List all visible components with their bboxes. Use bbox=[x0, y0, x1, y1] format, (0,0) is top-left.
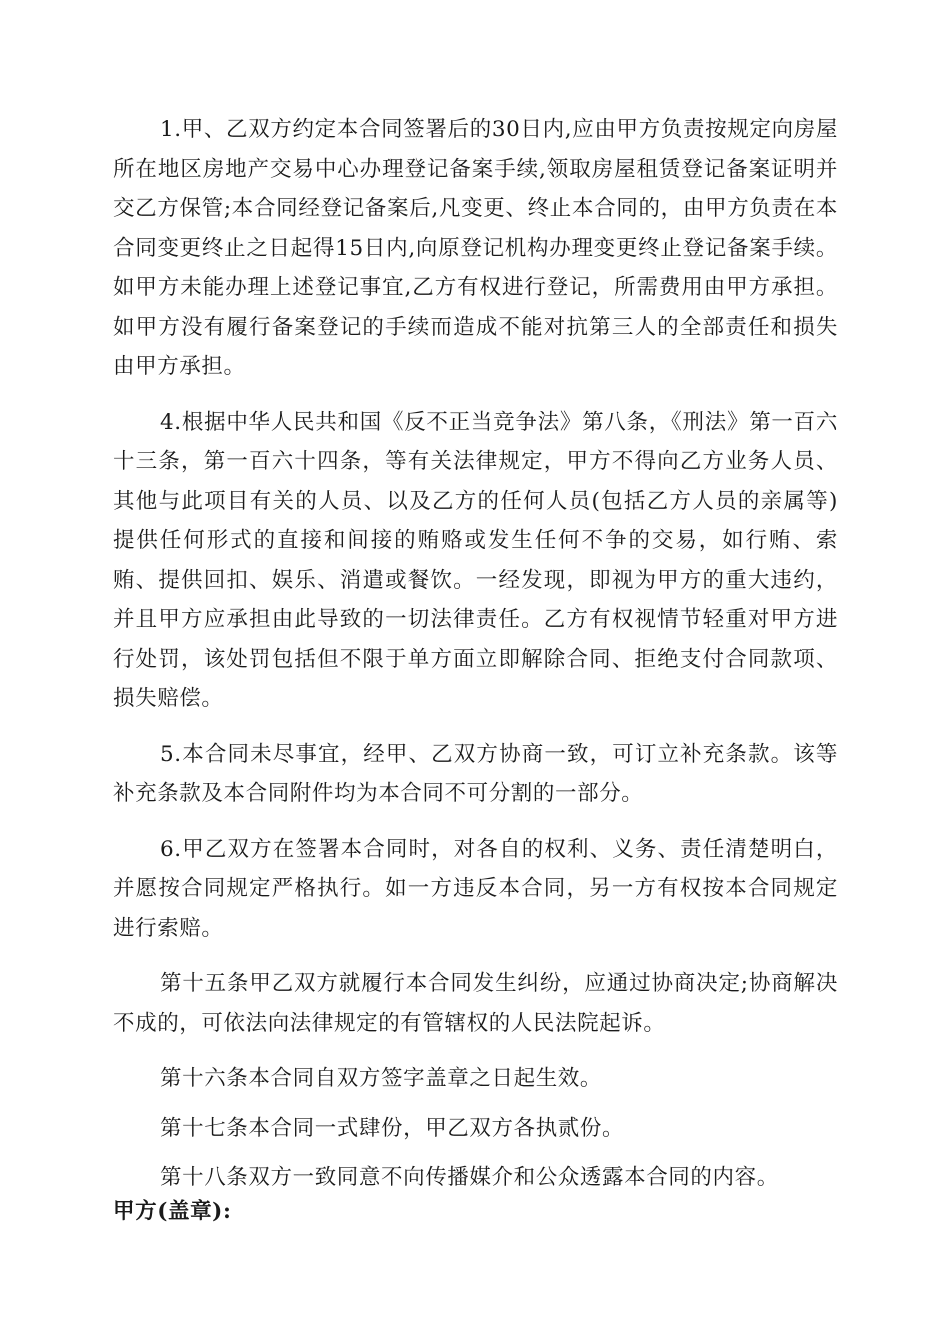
article-16-effective: 第十六条本合同自双方签字盖章之日起生效。 bbox=[160, 1066, 603, 1091]
article-17-copies: 第十七条本合同一式肆份，甲乙双方各执贰份。 bbox=[160, 1115, 625, 1141]
clause-anti-bribery: 4.根据中华人民共和国《反不正当竞争法》第八条，《刑法》第一百六十三条，第一百六十四条，等有关法律规定，甲方不得向乙方业务人员、其他与此项目有关的人员、以及乙方的任何人员(包括乙方人员的亲属等)提供任何形式的直接和间接的贿赂或发生任何不争的交易，如行贿、索贿、提供回扣、娱乐、消遣或餐饮。一经发现，即视为甲方的重大违约，并且甲方应承担由此导致的一切法律责任。乙方有权视情节轻重对甲方进行处罚，该处罚包括但不限于单方面立即解除合同、拒绝支付合同款项、损失赔偿。 bbox=[113, 409, 838, 711]
clause-registration: 1.甲、乙双方约定本合同签署后的30日内,应由甲方负责按规定向房屋所在地区房地产交易中心办理登记备案手续,领取房屋租赁登记备案证明并交乙方保管;本合同经登记备案后,凡变更、终止本合同的，由甲方负责在本合同变更终止之日起得15日内,向原登记机构办理变更终止登记备案手续。如甲方未能办理上述登记事宜,乙方有权进行登记，所需费用由甲方承担。如甲方没有履行备案登记的手续而造成不能对抗第三人的全部责任和损失由甲方承担。 bbox=[113, 117, 838, 379]
article-18-confidentiality: 第十八条双方一致同意不向传播媒介和公众透露本合同的内容。 bbox=[160, 1165, 779, 1190]
article-15-disputes: 第十五条甲乙双方就履行本合同发生纠纷，应通过协商决定;协商解决不成的，可依法向法律规定的有管辖权的人民法院起诉。 bbox=[113, 971, 838, 1036]
document-body bbox=[113, 110, 838, 1208]
clause-obligations: 6.甲乙双方在签署本合同时，对各自的权利、义务、责任清楚明白，并愿按合同规定严格执行。如一方违反本合同，另一方有权按本合同规定进行索赔。 bbox=[113, 836, 838, 941]
clause-supplementary-terms: 5.本合同未尽事宜，经甲、乙双方协商一致，可订立补充条款。该等补充条款及本合同附件均为本合同不可分割的一部分。 bbox=[113, 741, 838, 806]
party-a-seal-label: 甲方(盖章): bbox=[113, 1199, 232, 1224]
